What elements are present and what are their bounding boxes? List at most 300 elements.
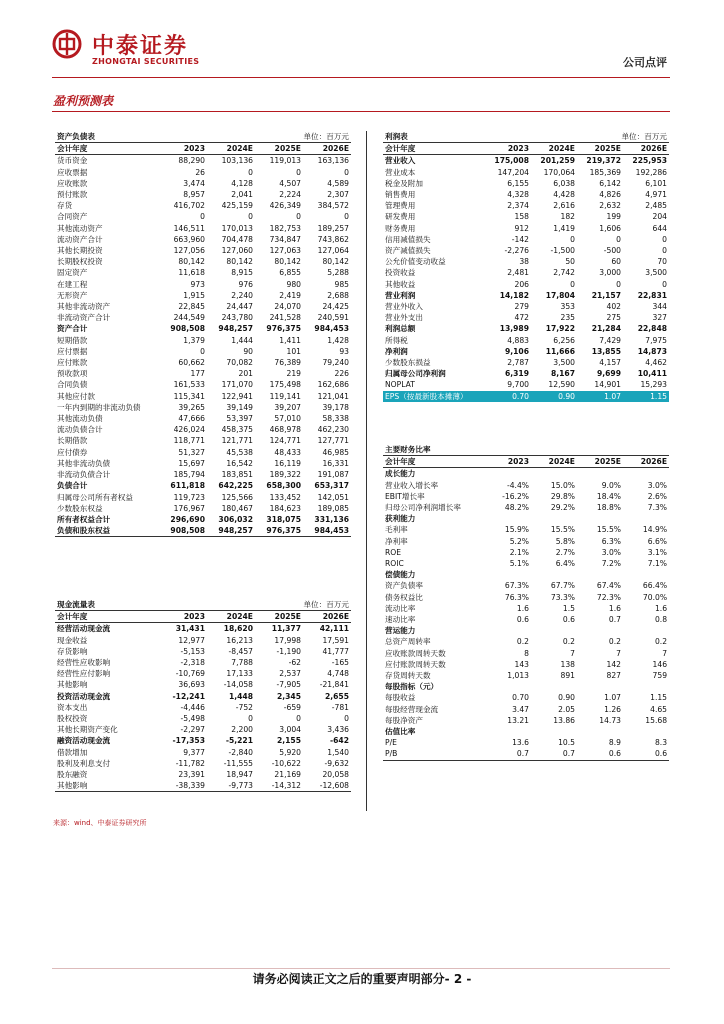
balance-sheet-table bbox=[55, 131, 351, 537]
table-row bbox=[383, 234, 669, 245]
row-value: 146,511 bbox=[173, 223, 205, 233]
row-label: 长期股权投资 bbox=[57, 257, 103, 267]
table-row bbox=[383, 279, 669, 290]
row-value: 1.6 bbox=[654, 603, 668, 613]
row-value: 189,257 bbox=[317, 223, 350, 233]
row-value: 125,566 bbox=[221, 492, 253, 502]
row-value: 8.9 bbox=[608, 738, 621, 748]
row-value: 93 bbox=[339, 346, 350, 356]
row-value: 241,528 bbox=[269, 313, 301, 323]
row-value: 70.0% bbox=[642, 592, 668, 602]
row-label: 总资产周转率 bbox=[385, 637, 431, 647]
row-label: 短期借款 bbox=[57, 335, 88, 345]
table-row bbox=[383, 357, 669, 368]
row-label: 存货 bbox=[57, 201, 73, 211]
row-value: 9,700 bbox=[507, 380, 529, 390]
row-value: 76.3% bbox=[504, 592, 529, 602]
row-value: 70 bbox=[657, 257, 668, 267]
row-value: 41,777 bbox=[322, 646, 350, 656]
row-label: 在建工程 bbox=[57, 279, 88, 289]
row-value: 38 bbox=[519, 257, 529, 267]
row-value: 48.2% bbox=[504, 503, 529, 513]
row-value: 66.4% bbox=[642, 581, 668, 591]
row-label: 营业外收入 bbox=[385, 302, 423, 312]
row-value: 15.68 bbox=[645, 715, 668, 725]
row-value: 121,041 bbox=[317, 391, 350, 401]
row-value: 243,780 bbox=[221, 313, 253, 323]
row-value: 827 bbox=[606, 671, 621, 681]
row-label: 少数股东损益 bbox=[385, 358, 431, 368]
row-value: -14,312 bbox=[255, 780, 303, 792]
table-row bbox=[383, 189, 669, 200]
table-row bbox=[55, 780, 351, 792]
row-value: 29.2% bbox=[550, 503, 575, 513]
row-value: 14,182 bbox=[499, 290, 529, 300]
row-value: 0.8 bbox=[654, 615, 668, 625]
row-label: 其他长期投资 bbox=[57, 246, 103, 256]
row-label: 无形资产 bbox=[57, 290, 88, 300]
table-row bbox=[383, 223, 669, 234]
row-label: 研发费用 bbox=[385, 212, 416, 222]
row-value: 170,064 bbox=[543, 167, 575, 177]
row-value: 24,425 bbox=[322, 302, 350, 312]
row-label: 净利润 bbox=[385, 346, 408, 356]
row-value: 17,998 bbox=[274, 635, 301, 645]
row-label: 营业成本 bbox=[385, 167, 416, 177]
row-value: 119,013 bbox=[269, 156, 301, 166]
table-row bbox=[383, 547, 669, 558]
row-value: 171,070 bbox=[221, 380, 253, 390]
row-value: 0.2 bbox=[562, 637, 575, 647]
row-label: 其他影响 bbox=[57, 680, 88, 690]
row-label: 归母公司净利润增长率 bbox=[385, 503, 461, 513]
table-row bbox=[55, 657, 351, 668]
column-header-year: 2026E bbox=[303, 143, 351, 155]
row-value: 192,286 bbox=[635, 167, 668, 177]
row-value: 76,389 bbox=[274, 358, 301, 368]
row-value: 3,004 bbox=[279, 725, 301, 735]
row-value: 183,851 bbox=[221, 470, 253, 480]
row-value: 1,013 bbox=[507, 671, 529, 681]
table-row bbox=[55, 178, 351, 189]
column-header-year: 2026E bbox=[623, 456, 669, 468]
row-label: 股东融资 bbox=[57, 770, 88, 780]
table-row bbox=[55, 346, 351, 357]
row-value: -21,841 bbox=[319, 680, 350, 690]
row-value: 644 bbox=[652, 223, 668, 233]
row-value: 4,328 bbox=[507, 190, 529, 200]
row-value: -2,840 bbox=[228, 747, 253, 757]
row-value: 1,444 bbox=[231, 335, 253, 345]
row-label: 非流动资产合计 bbox=[57, 313, 111, 323]
table-row bbox=[55, 724, 351, 735]
row-value: 0.2 bbox=[654, 637, 668, 647]
row-value: 948,257 bbox=[218, 324, 253, 334]
table-row bbox=[55, 758, 351, 769]
row-value: 984,453 bbox=[314, 324, 350, 334]
page-header bbox=[0, 0, 724, 80]
income-statement-table bbox=[383, 131, 669, 402]
table-row bbox=[55, 646, 351, 657]
row-value: 189,322 bbox=[269, 470, 301, 480]
table-row bbox=[55, 635, 351, 646]
row-value: 219 bbox=[286, 369, 301, 379]
row-value: 318,075 bbox=[266, 514, 301, 524]
table-row bbox=[383, 580, 669, 591]
row-value: 6,155 bbox=[507, 178, 529, 188]
header-divider bbox=[52, 77, 670, 78]
row-label: 成长能力 bbox=[385, 469, 416, 479]
table-row bbox=[55, 492, 351, 503]
row-value: 2,742 bbox=[553, 268, 575, 278]
row-value: 67.7% bbox=[550, 581, 575, 591]
column-divider bbox=[366, 131, 367, 811]
row-value: 7 bbox=[662, 648, 668, 658]
row-value-empty bbox=[623, 513, 669, 524]
row-value: 296,690 bbox=[170, 514, 205, 524]
row-label: 资产减值损失 bbox=[385, 246, 431, 256]
row-value-empty bbox=[577, 513, 623, 524]
table-row bbox=[55, 379, 351, 390]
row-value: 42,111 bbox=[319, 624, 350, 634]
row-value: 0 bbox=[616, 279, 621, 289]
column-header-year: 2026E bbox=[303, 611, 351, 623]
row-value: 704,478 bbox=[221, 234, 253, 244]
row-value: 118,771 bbox=[173, 436, 205, 446]
table-row bbox=[383, 256, 669, 267]
table-row bbox=[55, 702, 351, 713]
row-value: -11,782 bbox=[175, 758, 205, 768]
row-value: 891 bbox=[560, 671, 575, 681]
table-row bbox=[383, 391, 669, 402]
row-value: 2,240 bbox=[231, 290, 253, 300]
row-value: 21,284 bbox=[591, 324, 621, 334]
table-row bbox=[55, 200, 351, 211]
row-value: -1,190 bbox=[276, 646, 301, 656]
row-value: -659 bbox=[283, 702, 301, 712]
row-value: 18.8% bbox=[596, 503, 621, 513]
row-value: -142 bbox=[511, 234, 529, 244]
row-label: 经营性应收影响 bbox=[57, 658, 111, 668]
row-label: 货币资金 bbox=[57, 156, 88, 166]
row-value: 7,975 bbox=[645, 335, 668, 345]
row-label: 债务权益比 bbox=[385, 592, 423, 602]
table-row bbox=[55, 503, 351, 514]
column-header-year: 2023 bbox=[485, 456, 531, 468]
row-label: 公允价值变动收益 bbox=[385, 257, 446, 267]
row-value: 47,666 bbox=[178, 414, 205, 424]
table-row bbox=[383, 245, 669, 256]
row-value: 21,157 bbox=[591, 290, 621, 300]
row-value: 22,848 bbox=[637, 324, 668, 334]
row-value: 1,540 bbox=[327, 747, 350, 757]
row-value: 10,411 bbox=[637, 369, 668, 379]
row-label: 每股指标（元） bbox=[385, 682, 439, 692]
row-value: -500 bbox=[603, 246, 621, 256]
row-label: EBIT增长率 bbox=[385, 491, 425, 501]
row-value: 426,024 bbox=[173, 425, 205, 435]
row-value-empty bbox=[531, 569, 577, 580]
row-value: 1.5 bbox=[562, 603, 575, 613]
row-label: 借款增加 bbox=[57, 747, 88, 757]
section-row bbox=[383, 513, 669, 524]
table-title: 主要财务比率 bbox=[385, 445, 431, 454]
table-row bbox=[55, 279, 351, 290]
table-row bbox=[55, 447, 351, 458]
row-value: 124,771 bbox=[269, 436, 301, 446]
row-value: 161,533 bbox=[173, 380, 205, 390]
row-value: 3,436 bbox=[327, 725, 350, 735]
row-label: 利润总额 bbox=[385, 324, 416, 334]
row-value: 127,064 bbox=[317, 246, 350, 256]
row-value: 15.9% bbox=[504, 525, 529, 535]
row-label: 所得税 bbox=[385, 335, 408, 345]
row-value: 11,377 bbox=[271, 624, 301, 634]
table-row bbox=[55, 424, 351, 435]
table-row bbox=[55, 312, 351, 323]
table-row bbox=[55, 735, 351, 746]
row-value: 142,051 bbox=[317, 492, 350, 502]
row-value: 240,591 bbox=[317, 313, 350, 323]
row-label: 获利能力 bbox=[385, 514, 416, 524]
row-value: 353 bbox=[560, 302, 575, 312]
section-row bbox=[383, 625, 669, 636]
table-row bbox=[383, 614, 669, 625]
row-value: 0.6 bbox=[623, 748, 669, 760]
row-value: -781 bbox=[331, 702, 350, 712]
row-value: 984,453 bbox=[303, 525, 351, 537]
column-header-year: 2023 bbox=[485, 143, 531, 155]
row-value: 0 bbox=[662, 246, 668, 256]
row-value: 472 bbox=[514, 313, 529, 323]
row-value: 2,200 bbox=[231, 725, 253, 735]
row-label: 合同负债 bbox=[57, 380, 88, 390]
row-value: 88,290 bbox=[178, 156, 205, 166]
row-value: 39,265 bbox=[178, 402, 205, 412]
row-value: 3.47 bbox=[512, 704, 529, 714]
row-value: 175,498 bbox=[269, 380, 301, 390]
row-label: 预付账款 bbox=[57, 190, 88, 200]
row-value: 79,240 bbox=[322, 358, 350, 368]
row-label: 一年内到期的非流动负债 bbox=[57, 402, 141, 412]
row-value: 133,452 bbox=[269, 492, 301, 502]
table-row bbox=[383, 178, 669, 189]
row-label: 每股收益 bbox=[385, 693, 416, 703]
row-value: 2.1% bbox=[509, 547, 529, 557]
row-value: 0 bbox=[570, 234, 575, 244]
row-value: 384,572 bbox=[317, 201, 350, 211]
row-value: 0 bbox=[200, 346, 205, 356]
row-label: 存货周转天数 bbox=[385, 671, 431, 681]
row-value: -4.4% bbox=[506, 480, 529, 490]
table-row bbox=[55, 458, 351, 469]
table-row bbox=[383, 211, 669, 222]
row-value: 39,207 bbox=[274, 402, 301, 412]
row-value: 0.6 bbox=[562, 615, 575, 625]
row-value: 17,133 bbox=[226, 669, 253, 679]
row-value: 9,106 bbox=[504, 346, 529, 356]
row-value: 2.05 bbox=[558, 704, 575, 714]
row-value-empty bbox=[485, 569, 531, 580]
row-value: -8,457 bbox=[228, 646, 253, 656]
row-value: 0 bbox=[570, 279, 575, 289]
row-value: 13,989 bbox=[499, 324, 529, 334]
table-row bbox=[383, 379, 669, 390]
row-value: 426,349 bbox=[269, 201, 301, 211]
table-unit: 单位：百万元 bbox=[621, 132, 668, 141]
row-label: 应付账款 bbox=[57, 358, 88, 368]
row-label: 经营活动现金流 bbox=[57, 624, 111, 634]
column-header-label: 会计年度 bbox=[383, 456, 485, 468]
table-row bbox=[383, 692, 669, 703]
column-header-label: 会计年度 bbox=[55, 611, 159, 623]
row-value: 26 bbox=[195, 167, 205, 177]
section-row bbox=[383, 681, 669, 692]
row-value: 50 bbox=[565, 257, 575, 267]
row-value: 2.6% bbox=[647, 491, 668, 501]
row-value: 2,374 bbox=[507, 201, 529, 211]
row-value: -10,769 bbox=[175, 669, 205, 679]
row-value: 5,920 bbox=[279, 747, 301, 757]
row-value: 201 bbox=[238, 369, 253, 379]
row-value: 16,119 bbox=[274, 458, 301, 468]
row-value: 985 bbox=[334, 279, 350, 289]
table-title: 资产负债表 bbox=[57, 132, 95, 141]
table-row bbox=[55, 155, 351, 167]
row-value: 225,953 bbox=[632, 156, 668, 166]
table-row bbox=[55, 301, 351, 312]
row-value: 6,319 bbox=[504, 369, 529, 379]
row-label: 其他应付款 bbox=[57, 391, 95, 401]
column-header-row bbox=[55, 611, 351, 623]
row-value: 170,013 bbox=[221, 223, 253, 233]
company-name-en: ZHONGTAI SECURITIES bbox=[92, 57, 200, 66]
row-value: 331,136 bbox=[314, 514, 350, 524]
row-value: -9,773 bbox=[207, 780, 255, 792]
document-type: 公司点评 bbox=[623, 56, 667, 69]
row-value: 143 bbox=[514, 659, 529, 669]
row-value: -10,622 bbox=[271, 758, 301, 768]
row-value: 127,771 bbox=[317, 436, 350, 446]
row-value: 14,901 bbox=[594, 380, 621, 390]
row-value: 976 bbox=[238, 279, 253, 289]
table-row bbox=[55, 323, 351, 334]
table-row bbox=[383, 603, 669, 614]
row-value: 5.8% bbox=[555, 536, 575, 546]
row-value: 1.26 bbox=[604, 704, 621, 714]
row-value: 611,818 bbox=[170, 481, 205, 491]
row-value: 60,662 bbox=[178, 358, 205, 368]
row-value: 8 bbox=[524, 648, 529, 658]
table-unit: 单位：百万元 bbox=[303, 132, 350, 141]
column-header-year: 2026E bbox=[623, 143, 669, 155]
row-value: 39,178 bbox=[322, 402, 350, 412]
row-value: 0.6 bbox=[577, 748, 623, 760]
row-value: 468,978 bbox=[269, 425, 301, 435]
row-value: 51,327 bbox=[178, 447, 205, 457]
section-divider bbox=[52, 111, 670, 112]
table-row bbox=[55, 469, 351, 480]
row-value: 191,087 bbox=[317, 470, 350, 480]
row-label: 股利及利息支付 bbox=[57, 758, 111, 768]
row-value: 0 bbox=[296, 167, 301, 177]
row-value: 147,204 bbox=[497, 167, 529, 177]
row-value: 199 bbox=[606, 212, 621, 222]
row-value-empty bbox=[577, 468, 623, 480]
row-value: 185,794 bbox=[173, 470, 205, 480]
row-value: 7,429 bbox=[599, 335, 621, 345]
table-row bbox=[55, 223, 351, 234]
table-row bbox=[383, 480, 669, 491]
row-value: 3,000 bbox=[599, 268, 621, 278]
section-row bbox=[383, 468, 669, 480]
row-value: 7 bbox=[616, 648, 621, 658]
row-label: 应收账款周转天数 bbox=[385, 648, 446, 658]
table-row bbox=[55, 368, 351, 379]
row-value: 5.1% bbox=[509, 559, 529, 569]
column-header-year: 2024E bbox=[531, 143, 577, 155]
row-label: 其他非流动资产 bbox=[57, 302, 111, 312]
table-row bbox=[383, 715, 669, 726]
row-value: 67.4% bbox=[596, 581, 621, 591]
row-value: 146 bbox=[652, 659, 668, 669]
row-value: -2,276 bbox=[504, 246, 529, 256]
row-label: 销售费用 bbox=[385, 190, 416, 200]
table-row bbox=[55, 335, 351, 346]
row-value: 1.6 bbox=[516, 603, 529, 613]
row-value: 7,788 bbox=[231, 658, 253, 668]
row-value: 908,508 bbox=[170, 324, 205, 334]
table-row bbox=[55, 691, 351, 702]
row-value: 16,331 bbox=[322, 458, 350, 468]
table-row bbox=[383, 704, 669, 715]
row-value: 45,538 bbox=[226, 447, 253, 457]
row-label: 负债和股东权益 bbox=[55, 525, 159, 537]
row-value: 4,128 bbox=[231, 178, 253, 188]
table-row bbox=[55, 769, 351, 780]
table-row bbox=[55, 514, 351, 525]
row-value: 327 bbox=[652, 313, 668, 323]
row-value: 402 bbox=[606, 302, 621, 312]
row-value: 6,142 bbox=[599, 178, 621, 188]
table-row bbox=[55, 713, 351, 724]
row-value: 976,375 bbox=[255, 525, 303, 537]
row-value: 0 bbox=[662, 234, 668, 244]
table-row bbox=[55, 357, 351, 368]
table-row bbox=[383, 346, 669, 357]
row-value: 2,419 bbox=[279, 290, 301, 300]
row-value: 21,169 bbox=[274, 770, 301, 780]
row-value-empty bbox=[623, 681, 669, 692]
row-value: 0.70 bbox=[485, 391, 531, 402]
row-value: 1.15 bbox=[623, 391, 669, 402]
row-value-empty bbox=[485, 726, 531, 737]
row-value: 0.2 bbox=[516, 637, 529, 647]
row-label: 其他流动负债 bbox=[57, 414, 103, 424]
row-value: 759 bbox=[652, 671, 668, 681]
row-value: 976,375 bbox=[266, 324, 301, 334]
row-value-empty bbox=[623, 726, 669, 737]
table-row bbox=[55, 391, 351, 402]
row-value: 22,831 bbox=[637, 290, 668, 300]
row-value: 15.5% bbox=[550, 525, 575, 535]
row-label: 速动比率 bbox=[385, 615, 416, 625]
row-value: 204 bbox=[652, 212, 668, 222]
row-value: 8,957 bbox=[183, 190, 205, 200]
table-title: 利润表 bbox=[385, 132, 408, 141]
table-row bbox=[383, 524, 669, 535]
row-value: 306,032 bbox=[218, 514, 253, 524]
